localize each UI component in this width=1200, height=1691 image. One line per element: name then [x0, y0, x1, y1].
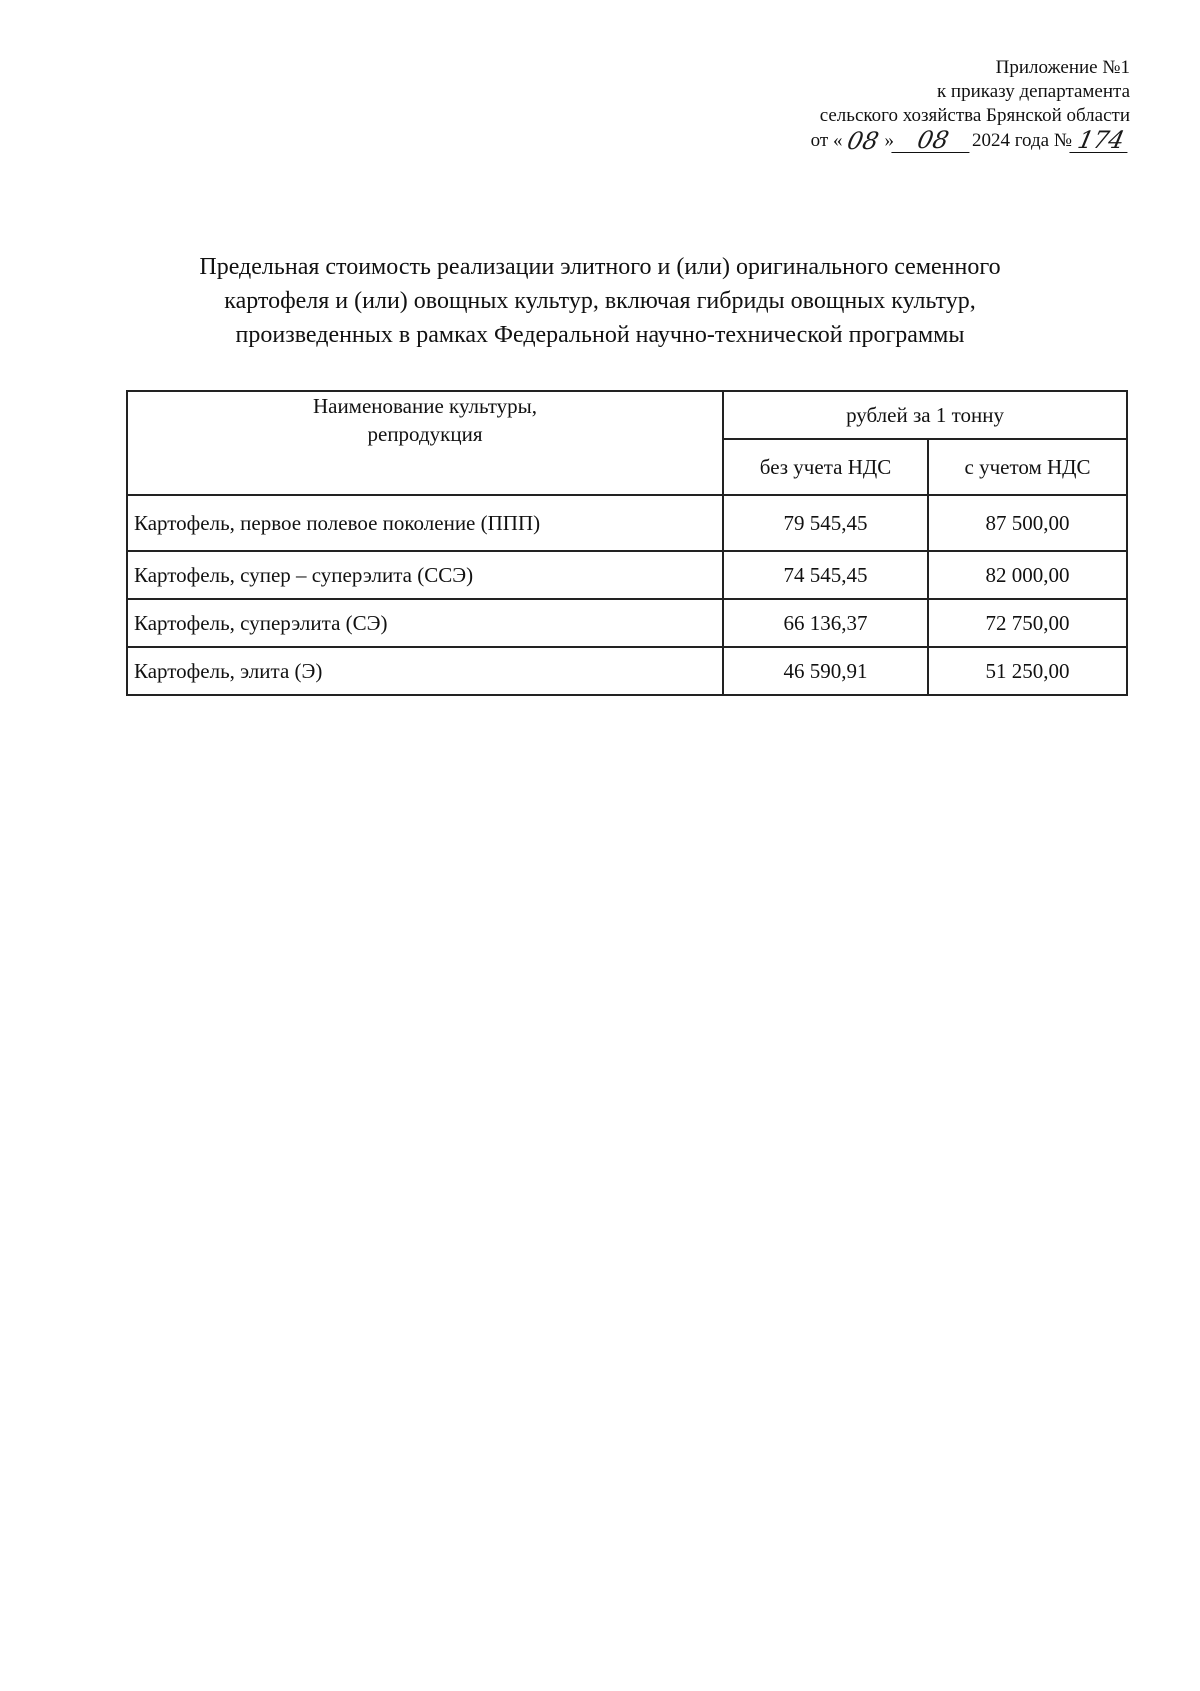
column-group-header-price: рублей за 1 тонну — [723, 391, 1127, 439]
row-culture-name: Картофель, супер – суперэлита (ССЭ) — [127, 551, 723, 599]
row-price-with-vat: 82 000,00 — [928, 551, 1127, 599]
row-price-with-vat: 72 750,00 — [928, 599, 1127, 647]
appendix-department: сельского хозяйства Брянской области — [819, 105, 1130, 126]
date-prefix: от « — [810, 130, 843, 151]
table-row — [127, 599, 1127, 647]
column-header-no-vat: без учета НДС — [723, 439, 928, 495]
date-day-handwritten: 08 — [845, 127, 882, 155]
column-header-culture — [127, 391, 723, 495]
column-header-culture-line-1: Наименование культуры, — [312, 394, 538, 418]
row-price-with-vat: 87 500,00 — [928, 495, 1127, 551]
row-price-no-vat: 66 136,37 — [723, 599, 928, 647]
row-price-no-vat: 74 545,45 — [723, 551, 928, 599]
appendix-title: Приложение №1 — [995, 57, 1130, 78]
row-price-with-vat: 51 250,00 — [928, 647, 1127, 695]
row-culture-name: Картофель, суперэлита (СЭ) — [127, 599, 723, 647]
table-row — [127, 551, 1127, 599]
table-row — [127, 495, 1127, 551]
date-year-text: 2024 года № — [971, 130, 1072, 151]
row-culture-name: Картофель, элита (Э) — [127, 647, 723, 695]
column-header-culture-line-2: репродукция — [367, 422, 483, 446]
row-price-no-vat: 46 590,91 — [723, 647, 928, 695]
table-row — [127, 647, 1127, 695]
document-title — [100, 250, 1100, 352]
title-line-3: произведенных в рамках Федеральной научно-технической программы — [235, 322, 965, 348]
order-number-handwritten: 174 — [1069, 128, 1132, 153]
appendix-date-line — [811, 128, 1130, 153]
column-header-with-vat: с учетом НДС — [928, 439, 1127, 495]
appendix-order-ref: к приказу департамента — [936, 81, 1130, 102]
row-culture-name: Картофель, первое полевое поколение (ППП) — [127, 495, 723, 551]
row-price-no-vat: 79 545,45 — [723, 495, 928, 551]
title-line-1: Предельная стоимость реализации элитного и (или) оригинального семенного — [199, 254, 1001, 280]
appendix-header — [710, 56, 1130, 153]
date-mid: » — [884, 130, 894, 151]
price-table — [126, 390, 1128, 696]
title-line-2: картофеля и (или) овощных культур, включая гибриды овощных культур, — [224, 288, 976, 314]
date-month-handwritten: 08 — [891, 128, 974, 153]
